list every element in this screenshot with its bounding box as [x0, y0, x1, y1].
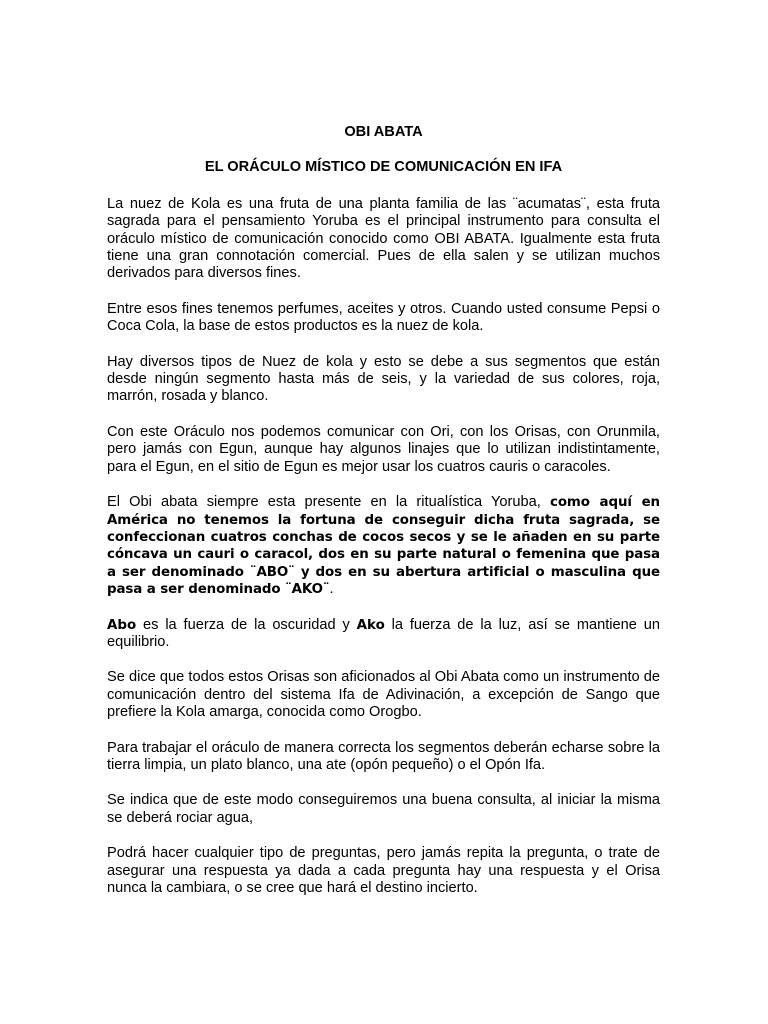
document-title: OBI ABATA [344, 124, 423, 140]
paragraph-5-intro: El Obi abata siempre esta presente en la ritualística Yoruba, [107, 494, 550, 511]
paragraph-5-bold-text: como aquí en América no tenemos la fortuna de conseguir dicha fruta sagrada, se confeccionan cuatros conchas de cocos secos y se le añaden en su parte cóncava un cauri o caracol, dos en su parte natural o femenina que pasa a ser denominado ¨ABO¨ y dos en su abertura artificial o masculina que pasa a ser denominado ¨AKO¨ [107, 495, 660, 598]
paragraph-10: Podrá hacer cualquier tipo de preguntas, pero jamás repita la pregunta, o trate de asegurar una respuesta ya dada a cada pregunta hay una respuesta y el Orisa nunca la cambiara, o se cree que hará el destino incierto. [107, 845, 660, 896]
paragraph-9: Se indica que de este modo conseguiremos una buena consulta, al iniciar la misma se deberá rociar agua, [107, 792, 660, 826]
paragraph-2: Entre esos fines tenemos perfumes, aceites y otros. Cuando usted consume Pepsi o Coca Cola, la base de estos productos es la nuez de kola. [107, 300, 660, 335]
term-abo: Abo [107, 617, 137, 633]
paragraph-5-end: . [329, 581, 334, 598]
paragraph-4: Con este Oráculo nos podemos comunicar con Ori, con los Orisas, con Orunmila, pero jamás con Egun, aunque hay algunos linajes que lo utilizan indistintamente, para el Egun, en el sitio de Egun es mejor usar los cuatros cauris o caracoles. [107, 423, 660, 475]
paragraph-1: La nuez de Kola es una fruta de una planta familia de las ¨acumatas¨, esta fruta sagrada para el pensamiento Yoruba es el principal instrumento para consulta el oráculo místico de comunicación conocido como OBI ABATA. Igualmente esta fruta tiene una gran connotación comercial. Pues de ella salen y se utilizan muchos derivados para diversos fines. [107, 195, 660, 282]
paragraph-6-end: la fuerza de la luz, así se mantiene un equilibrio. [107, 616, 660, 650]
paragraph-6 [107, 617, 660, 652]
paragraph-3: Hay diversos tipos de Nuez de kola y esto se debe a sus segmentos que están desde ningún segmento hasta más de seis, y la variedad de sus colores, roja, marrón, rosada y blanco. [107, 353, 660, 405]
paragraph-6-mid: es la fuerza de la oscuridad y [136, 616, 357, 633]
paragraph-5 [107, 494, 660, 598]
paragraph-8: Para trabajar el oráculo de manera correcta los segmentos deberán echarse sobre la tierra limpia, un plato blanco, una ate (opón pequeño) o el Opón Ifa. [107, 739, 660, 773]
term-ako: Ako [356, 617, 385, 633]
document-body [107, 124, 660, 915]
document-subtitle: EL ORÁCULO MÍSTICO DE COMUNICACIÓN EN IFA [204, 159, 563, 176]
paragraph-7: Se dice que todos estos Orisas son aficionados al Obi Abata como un instrumento de comunicación dentro del sistema Ifa de Adivinación, a excepción de Sango que prefiere la Kola amarga, conocida como Orogbo. [107, 669, 660, 721]
